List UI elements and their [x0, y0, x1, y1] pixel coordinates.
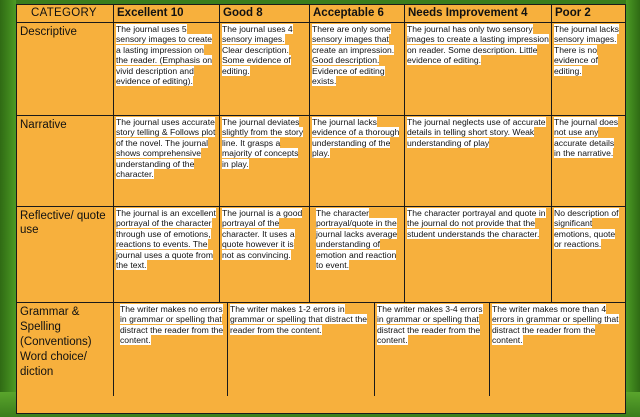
decorative-left-bar: [0, 0, 16, 417]
cell-text: The journal uses accurate story telling & Follows plot of the novel. The journal shows comprehensive understanding of the character.: [116, 117, 216, 180]
row-label-narrative: Narrative: [16, 115, 114, 207]
cell-reflective-needs: [404, 206, 552, 303]
cell-narrative-needs: [404, 115, 552, 207]
cell-narrative-poor: [551, 115, 626, 207]
cell-text: The character portrayal and quote in the journal do not provide that the student understands the character.: [407, 208, 546, 239]
empty-bottom-row: [16, 396, 626, 414]
cell-grammar-needs: [489, 302, 626, 397]
cell-grammar-acceptable: [374, 302, 490, 397]
cell-narrative-good: [219, 115, 310, 207]
header-category: CATEGORY: [16, 4, 114, 23]
cell-reflective-poor: [551, 206, 626, 303]
cell-descriptive-excellent: [113, 22, 220, 116]
row-label-grammar: Grammar & Spelling (Conventions) Word choice/ diction: [16, 302, 114, 397]
row-label-reflective: Reflective/ quote use: [16, 206, 114, 303]
cell-reflective-good: [219, 206, 310, 303]
row-label-descriptive: Descriptive: [16, 22, 114, 116]
cell-text: The journal uses 4 sensory images. Clear description. Some evidence of editing.: [222, 24, 293, 76]
cell-grammar-good: [227, 302, 375, 397]
cell-descriptive-poor: [551, 22, 626, 116]
cell-text: There are only some sensory images that create an impression. Good description. Evidence of editing exists.: [312, 24, 395, 87]
cell-text: The character portrayal/quote in the journal lacks average understanding of emotion and reaction to event.: [316, 208, 398, 271]
cell-text: The journal deviates slightly from the story line. It grasps a majority of concepts in play.: [222, 117, 304, 169]
cell-narrative-excellent: [113, 115, 220, 207]
cell-text: No description of significant emotions, quote or reactions.: [554, 208, 619, 250]
cell-text: The writer makes 3-4 errors in grammar or spelling that distract the reader from the content.: [377, 304, 483, 346]
cell-text: The writer makes more than 4 errors in grammar or spelling that distract the reader from the content.: [492, 304, 619, 346]
cell-text: The writer makes no errors in grammar or spelling that distract the reader from the content.: [120, 304, 224, 346]
header-poor: Poor 2: [551, 4, 626, 23]
cell-text: The journal lacks sensory images. There is no evidence of editing.: [554, 24, 619, 76]
cell-text: The writer makes 1-2 errors in grammar or spelling that distract the reader from the content.: [230, 304, 368, 335]
header-excellent: Excellent 10: [113, 4, 220, 23]
cell-descriptive-good: [219, 22, 310, 116]
header-acceptable: Acceptable 6: [309, 4, 405, 23]
cell-descriptive-needs: [404, 22, 552, 116]
cell-text: The journal is an excellent portrayal of the character through use of emotions, reactions to events. The journal uses a quote from the text.: [116, 208, 216, 271]
header-good: Good 8: [219, 4, 310, 23]
cell-text: The journal does not use any accurate details in the narrative.: [554, 117, 619, 159]
cell-text: The journal has only two sensory images to create a lasting impression on reader. Some description. Little evidence of editing.: [407, 24, 549, 66]
cell-text: The journal neglects use of accurate details in telling short story. Weak understanding of play: [407, 117, 546, 148]
cell-text: The journal is a good portrayal of the character. It uses a quote however it is not as convincing.: [222, 208, 303, 260]
cell-reflective-excellent: [113, 206, 220, 303]
cell-descriptive-acceptable: [309, 22, 405, 116]
header-needs-improvement: Needs Improvement 4: [404, 4, 552, 23]
cell-reflective-acceptable: [309, 206, 405, 303]
cell-text: The journal uses 5 sensory images to create a lasting impression on the reader. (Emphasis on vivid description and evidence of editing).: [116, 24, 213, 87]
cell-text: The journal lacks evidence of a thorough understanding of the play.: [312, 117, 400, 159]
cell-narrative-acceptable: [309, 115, 405, 207]
cell-grammar-excellent: [113, 302, 228, 397]
decorative-right-bar: [626, 0, 640, 417]
